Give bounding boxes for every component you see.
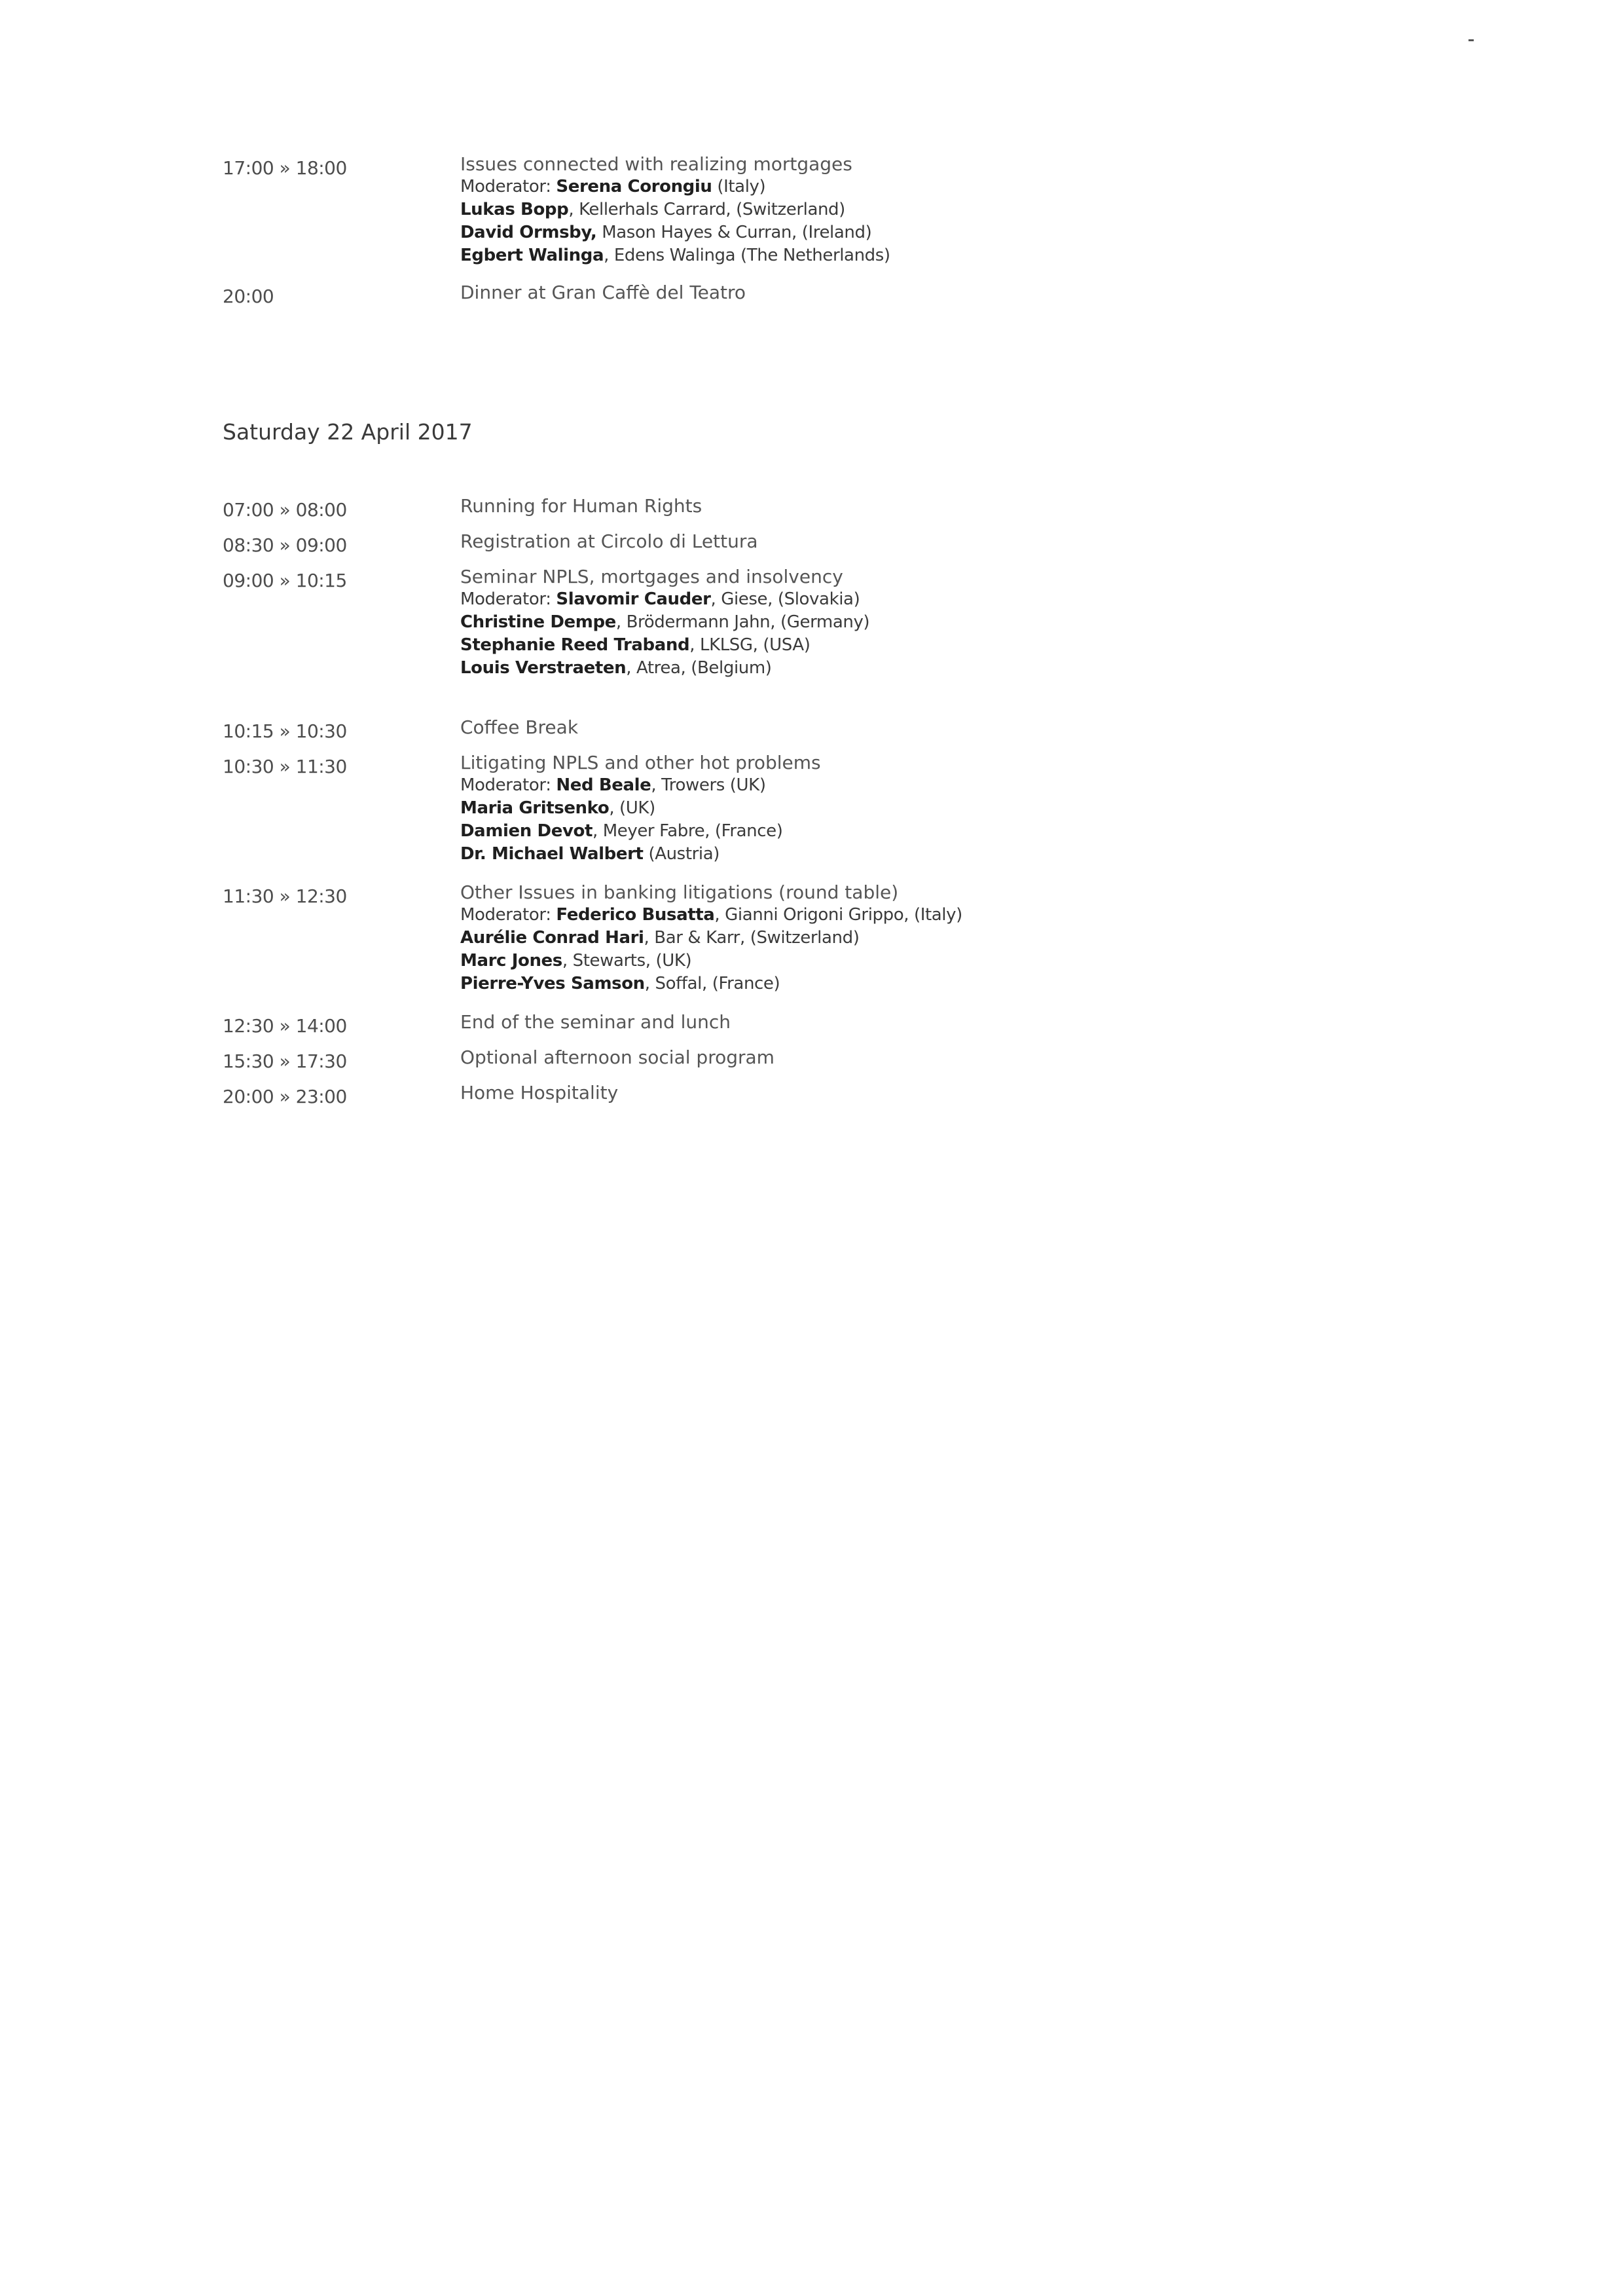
speaker-line	[460, 904, 1442, 927]
time-slot: 20:00	[223, 286, 274, 307]
speaker-name: Pierre-Yves Samson	[460, 974, 645, 993]
time-slot: 17:00 » 18:00	[223, 157, 347, 179]
speaker-line	[460, 950, 1442, 972]
speaker-name: Ned Beale	[556, 775, 651, 795]
session-title: Registration at Circolo di Lettura	[460, 530, 758, 552]
day-heading: Saturday 22 April 2017	[223, 419, 473, 445]
speaker-affiliation: , Giese, (Slovakia)	[710, 589, 860, 609]
speaker-affiliation: , Bar & Karr, (Switzerland)	[644, 928, 860, 948]
speaker-line	[460, 774, 1442, 797]
speaker-line	[460, 198, 1442, 221]
speaker-affiliation: , Meyer Fabre, (France)	[592, 821, 783, 841]
speaker-line	[460, 797, 1442, 820]
speaker-name: Damien Devot	[460, 821, 593, 841]
speaker-name: Aurélie Conrad Hari	[460, 928, 644, 948]
session-title: Optional afternoon social program	[460, 1046, 775, 1068]
speaker-affiliation: (Italy)	[712, 177, 766, 196]
speaker-line	[460, 611, 1442, 634]
speaker-name: David Ormsby,	[460, 223, 597, 242]
speaker-name: Serena Corongiu	[556, 177, 712, 196]
speaker-line	[460, 176, 1442, 198]
speaker-name: Louis Verstraeten	[460, 658, 627, 678]
time-slot: 20:00 » 23:00	[223, 1086, 347, 1107]
speaker-affiliation: , Gianni Origoni Grippo, (Italy)	[714, 905, 962, 925]
speaker-name: Slavomir Cauder	[556, 589, 711, 609]
speaker-affiliation: , Trowers (UK)	[651, 775, 766, 795]
time-slot: 07:00 » 08:00	[223, 499, 347, 521]
session-details	[460, 495, 1442, 517]
speaker-name: Egbert Walinga	[460, 246, 604, 265]
time-slot: 10:30 » 11:30	[223, 756, 347, 777]
speaker-affiliation: (Austria)	[643, 844, 720, 864]
moderator-label: Moderator:	[460, 905, 556, 925]
time-slot: 08:30 » 09:00	[223, 534, 347, 556]
speaker-name: Marc Jones	[460, 951, 562, 971]
session-details	[460, 881, 1442, 995]
session-title: Litigating NPLS and other hot problems	[460, 752, 821, 773]
time-slot: 10:15 » 10:30	[223, 720, 347, 742]
session-details	[460, 153, 1442, 267]
session-details	[460, 566, 1442, 680]
speaker-affiliation: Mason Hayes & Curran, (Ireland)	[596, 223, 872, 242]
session-title: Home Hospitality	[460, 1082, 619, 1103]
speaker-line	[460, 221, 1442, 244]
time-slot: 15:30 » 17:30	[223, 1050, 347, 1072]
speaker-line	[460, 927, 1442, 950]
session-title: Running for Human Rights	[460, 495, 702, 517]
session-title: End of the seminar and lunch	[460, 1011, 731, 1033]
session-title: Issues connected with realizing mortgages	[460, 153, 852, 175]
speaker-name: Maria Gritsenko	[460, 798, 610, 818]
speaker-name: Christine Dempe	[460, 612, 616, 632]
speaker-line	[460, 634, 1442, 657]
speaker-affiliation: , (UK)	[609, 798, 655, 818]
speaker-affiliation: , LKLSG, (USA)	[689, 635, 811, 655]
session-title: Other Issues in banking litigations (round table)	[460, 881, 899, 903]
moderator-label: Moderator:	[460, 589, 556, 609]
speaker-name: Dr. Michael Walbert	[460, 844, 644, 864]
speaker-line	[460, 972, 1442, 995]
speaker-affiliation: , Brödermann Jahn, (Germany)	[615, 612, 870, 632]
speaker-affiliation: , Kellerhals Carrard, (Switzerland)	[568, 200, 845, 219]
session-title: Dinner at Gran Caffè del Teatro	[460, 282, 746, 303]
speaker-name: Lukas Bopp	[460, 200, 569, 219]
time-slot: 11:30 » 12:30	[223, 885, 347, 907]
speaker-line	[460, 588, 1442, 611]
session-details	[460, 716, 1442, 739]
speaker-line	[460, 820, 1442, 843]
session-title: Coffee Break	[460, 716, 579, 738]
time-slot: 09:00 » 10:15	[223, 570, 347, 591]
session-details	[460, 1046, 1442, 1069]
scan-mark	[1468, 39, 1474, 41]
speaker-affiliation: , Atrea, (Belgium)	[626, 658, 772, 678]
session-details	[460, 1082, 1442, 1104]
speaker-affiliation: , Soffal, (France)	[644, 974, 780, 993]
speaker-affiliation: , Stewarts, (UK)	[562, 951, 692, 971]
speaker-name: Federico Busatta	[556, 905, 715, 925]
time-slot: 12:30 » 14:00	[223, 1015, 347, 1037]
session-details	[460, 1011, 1442, 1033]
session-details	[460, 282, 1442, 304]
session-details	[460, 530, 1442, 553]
moderator-label: Moderator:	[460, 177, 556, 196]
moderator-label: Moderator:	[460, 775, 556, 795]
speaker-name: Stephanie Reed Traband	[460, 635, 690, 655]
session-title: Seminar NPLS, mortgages and insolvency	[460, 566, 843, 587]
speaker-affiliation: , Edens Walinga (The Netherlands)	[604, 246, 890, 265]
session-details	[460, 752, 1442, 866]
speaker-line	[460, 843, 1442, 866]
speaker-line	[460, 657, 1442, 680]
speaker-line	[460, 244, 1442, 267]
